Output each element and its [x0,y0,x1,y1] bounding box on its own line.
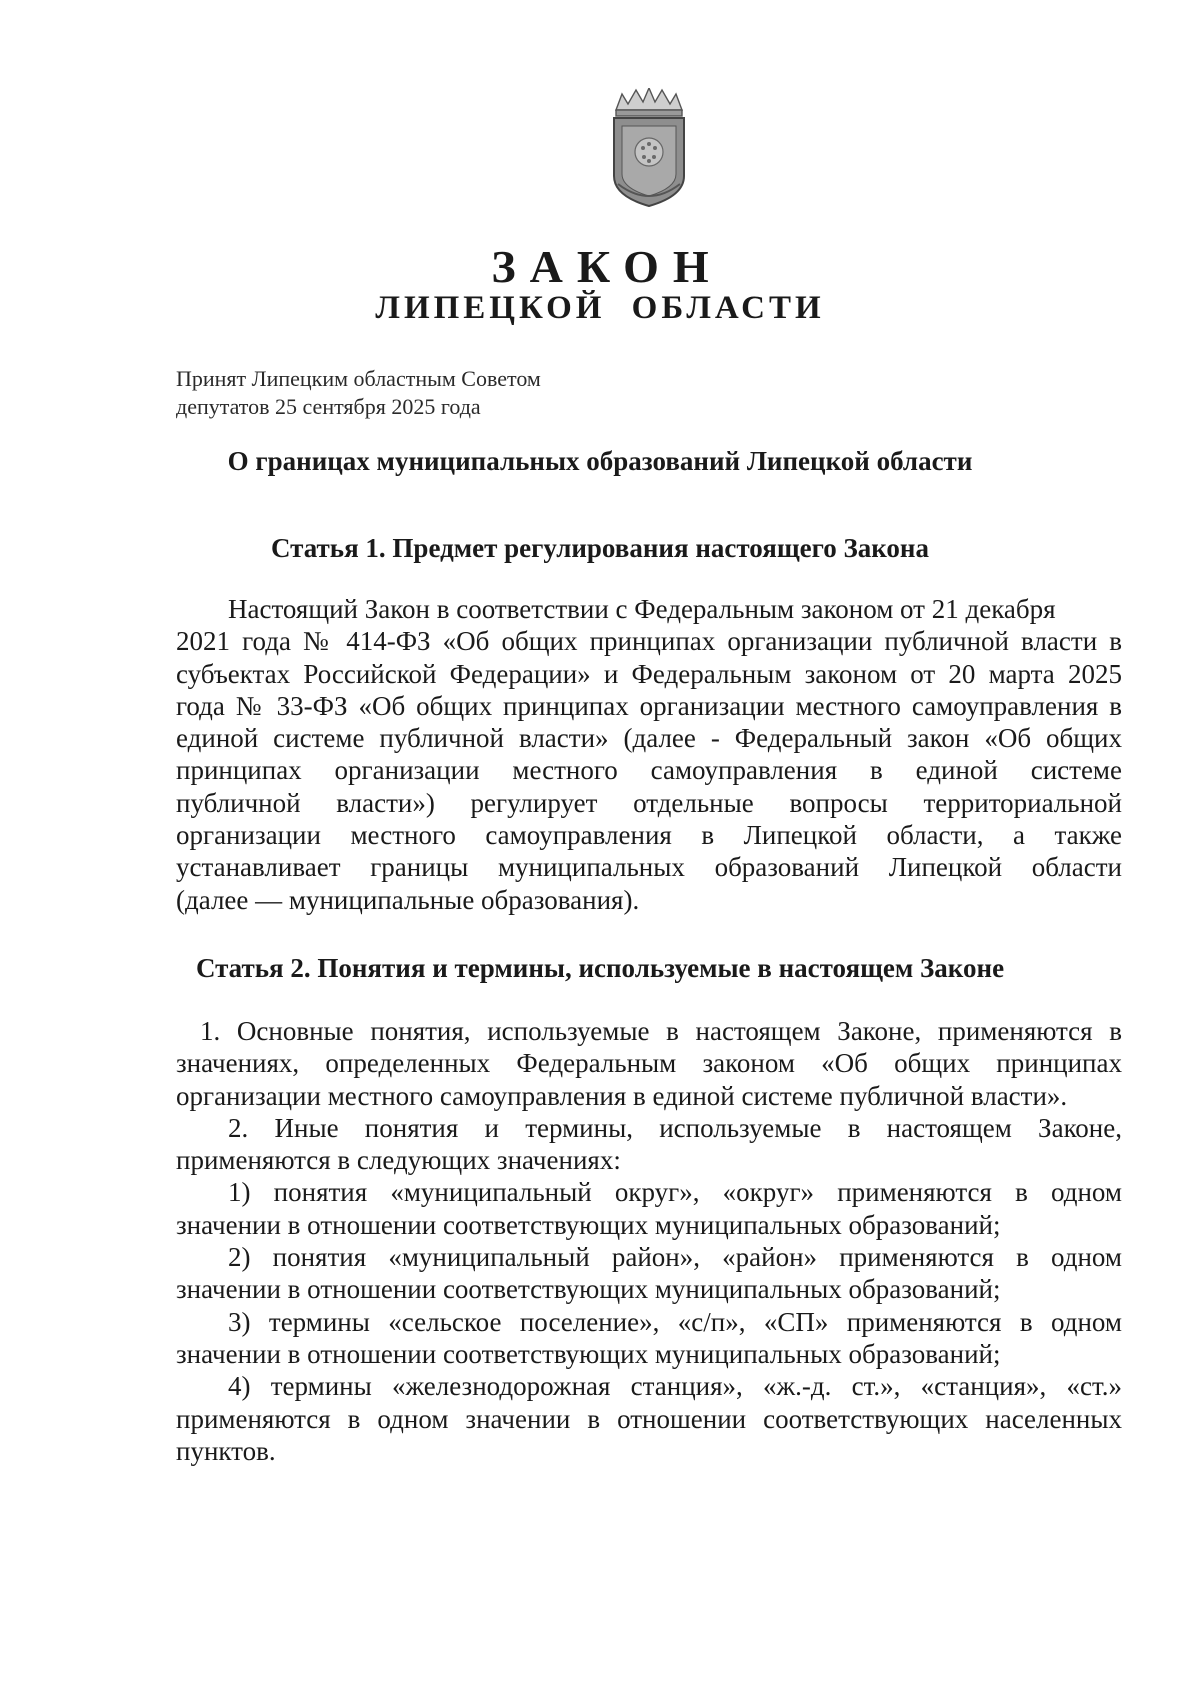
text-line: значениях, определенных Федеральным законом «Об общих принципах [176,1048,1122,1079]
text-line: субъектах Российской Федерации» и Федеральным законом от 20 марта 2025 [176,658,1122,689]
text-line: пунктов. [176,1435,276,1466]
article-2-heading: Статья 2. Понятия и термины, используемые в настоящем Законе [195,953,1005,983]
text-line: единой системе публичной власти» (далее - Федеральный закон «Об общих [176,723,1122,754]
text-line: 1. Основные понятия, используемые в настоящем Законе, применяются в [200,1016,1122,1046]
text-line: публичной власти») регулирует отдельные вопросы территориальной [176,787,1122,818]
text-line: 1) понятия «муниципальный округ», «округ» применяются в одном [228,1177,1122,1208]
law-title: О границах муниципальных образований Липецкой области [227,446,973,476]
text-line: значении в отношении соответствующих муниципальных образований; [176,1209,1001,1240]
text-line: 2. Иные понятия и термины, используемые в настоящем Законе, [228,1112,1122,1143]
text-line: принципах организации местного самоуправления в единой системе [176,755,1122,786]
text-line: значении в отношении соответствующих муниципальных образований; [176,1338,1001,1369]
text-line: (далее — муниципальные образования). [176,884,640,915]
text-line: применяются в следующих значениях: [176,1145,621,1176]
text-line: 3) термины «сельское поселение», «с/п», «СП» применяются в одном [228,1306,1122,1337]
document-title: ЗАКОН [491,241,723,292]
text-line: организации местного самоуправления в единой системе публичной власти». [176,1080,1068,1111]
text-line: устанавливает границы муниципальных образований Липецкой области [176,852,1122,883]
text-line: года № 33-ФЗ «Об общих принципах организации местного самоуправления в [176,690,1122,721]
adoption-line-2: депутатов 25 сентября 2025 года [176,394,481,419]
article-1-body [176,593,1122,916]
adoption-line-1: Принят Липецким областным Советом [176,366,541,391]
adoption-note [176,365,541,421]
text-line: организации местного самоуправления в Липецкой области, а также [176,820,1122,851]
text-line: 4) термины «железнодорожная станция», «ж.-д. ст.», «станция», «ст.» [228,1371,1122,1402]
document-subtitle: ЛИПЕЦКОЙ ОБЛАСТИ [375,290,825,326]
coat-of-arms-icon [610,88,688,208]
article-2-body [176,1015,1122,1467]
article-1-heading: Статья 1. Предмет регулирования настоящего Закона [271,533,929,563]
text-line: 2021 года № 414-ФЗ «Об общих принципах организации публичной власти в [176,626,1122,657]
text-line: Настоящий Закон в соответствии с Федеральным законом от 21 декабря [228,594,1056,624]
text-line: применяются в одном значении в отношении соответствующих населенных [176,1403,1122,1434]
text-line: 2) понятия «муниципальный район», «район» применяются в одном [228,1242,1122,1273]
text-line: значении в отношении соответствующих муниципальных образований; [176,1274,1001,1305]
